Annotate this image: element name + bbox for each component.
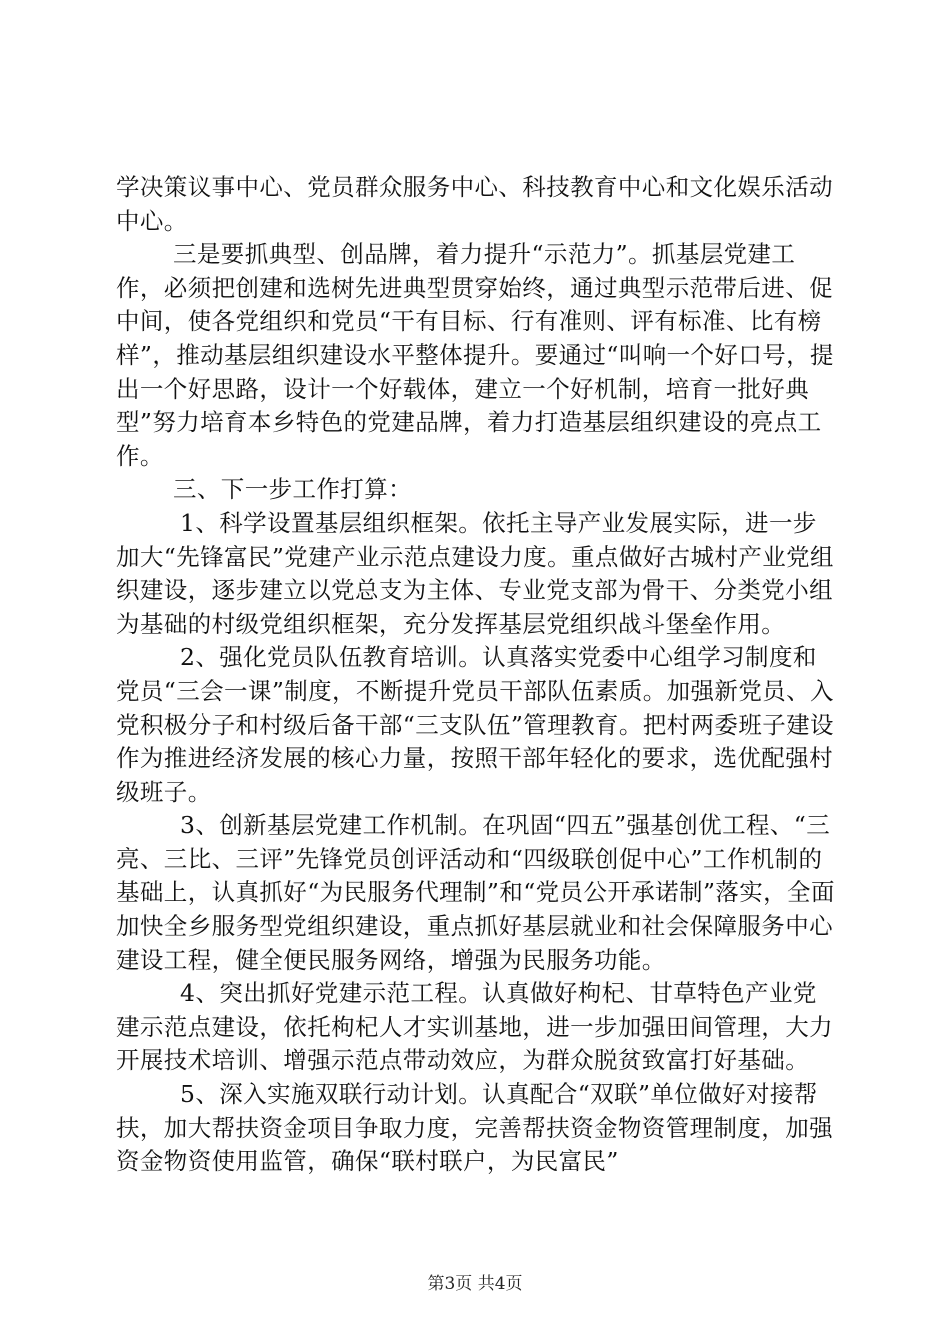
paragraph-item-3: 3、创新基层党建工作机制。在巩固“四五”强基创优工程、“三亮、三比、三评”先锋党员创评活动和“四级联创促中心”工作机制的基础上，认真抓好“为民服务代理制”和“党员公开承诺制”落实，全面加快全乡服务型党组织建设，重点抓好基层就业和社会保障服务中心建设工程，健全便民服务网络，增强为民服务功能。 bbox=[116, 811, 835, 974]
document-body bbox=[116, 171, 836, 1179]
paragraph-typical-brand: 三是要抓典型、创品牌，着力提升“示范力”。抓基层党建工作，必须把创建和选树先进典型贯穿始终，通过典型示范带后进、促中间，使各党组织和党员“干有目标、行有准则、评有标准、比有榜样”，推动基层组织建设水平整体提升。要通过“叫响一个好口号，提出一个好思路，设计一个好载体，建立一个好机制，培育一批好典型”努力培育本乡特色的党建品牌，着力打造基层组织建设的亮点工作。 bbox=[116, 240, 834, 470]
paragraph-continuation: 学决策议事中心、党员群众服务中心、科技教育中心和文化娱乐活动中心。 bbox=[116, 173, 833, 235]
paragraph-item-2: 2、强化党员队伍教育培训。认真落实党委中心组学习制度和党员“三会一课”制度，不断提升党员干部队伍素质。加强新党员、入党积极分子和村级后备干部“三支队伍”管理教育。把村两委班子建设作为推进经济发展的核心力量，按照干部年轻化的要求，选优配强村级班子。 bbox=[116, 643, 834, 806]
section-heading-next-steps: 三、下一步工作打算： bbox=[173, 475, 412, 504]
paragraph-item-4: 4、突出抓好党建示范工程。认真做好枸杞、甘草特色产业党建示范点建设，依托枸杞人才实训基地，进一步加强田间管理，大力开展技术培训、增强示范点带动效应，为群众脱贫致富打好基础。 bbox=[116, 979, 833, 1075]
paragraph-item-1: 1、科学设置基层组织框架。依托主导产业发展实际，进一步加大“先锋富民”党建产业示范点建设力度。重点做好古城村产业党组织建设，逐步建立以党总支为主体、专业党支部为骨干、分类党小组为基础的村级党组织框架，充分发挥基层党组织战斗堡垒作用。 bbox=[116, 508, 834, 638]
page-footer bbox=[0, 1273, 950, 1295]
page-number-label: 第3页 共4页 bbox=[427, 1274, 523, 1294]
paragraph-item-5: 5、深入实施双联行动计划。认真配合“双联”单位做好对接帮扶，加大帮扶资金项目争取力度，完善帮扶资金物资管理制度，加强资金物资使用监管，确保“联村联户，为民富民” bbox=[116, 1080, 833, 1176]
